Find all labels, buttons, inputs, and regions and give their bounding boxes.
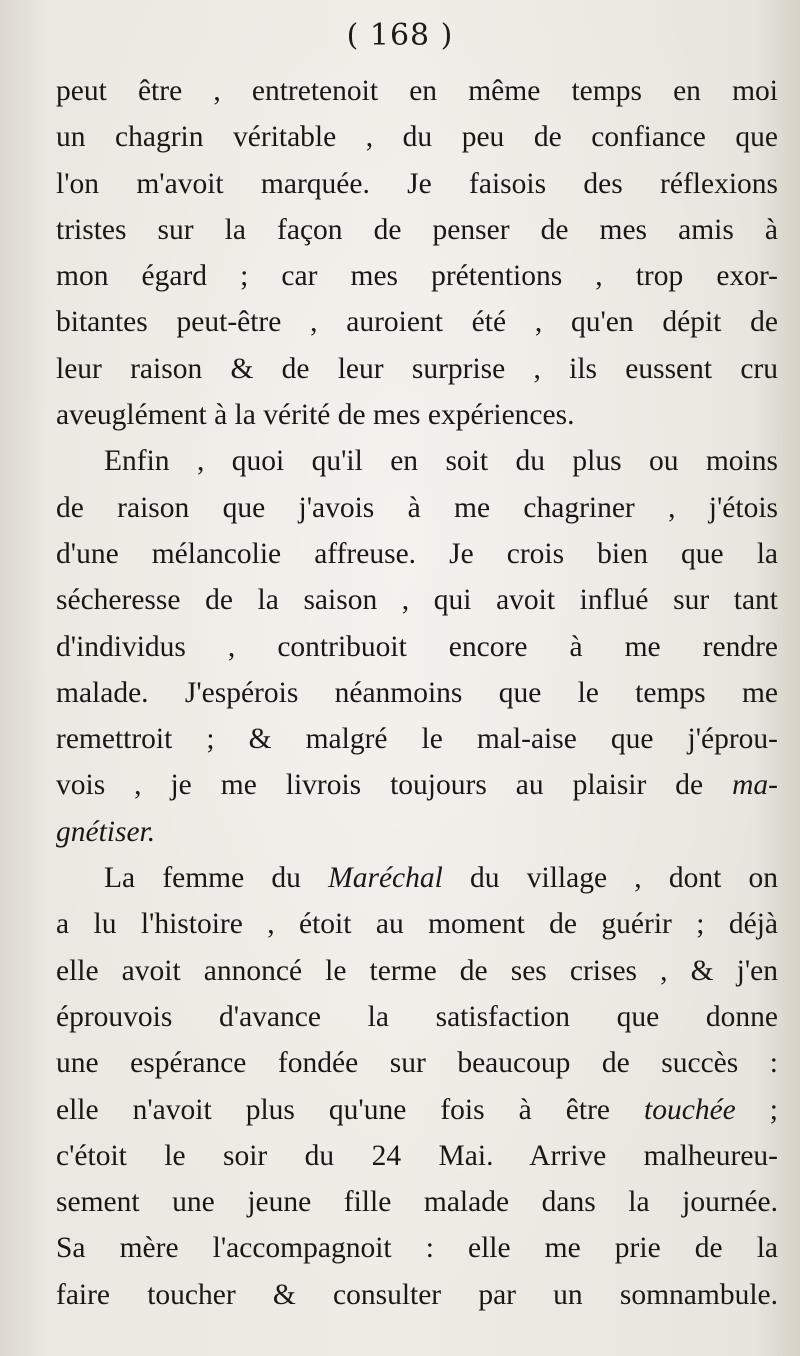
text-line	[56, 855, 778, 901]
text-line	[56, 1087, 778, 1133]
text-line: leur raison & de leur surprise , ils eussent cru	[56, 352, 778, 385]
text-line: d'une mélancolie affreuse. Je crois bien que la	[56, 537, 778, 570]
text-line: malade. J'espérois néanmoins que le temps me	[56, 676, 778, 709]
text-segment: elle n'avoit plus qu'une fois à être	[56, 1093, 645, 1126]
page-number: ( 168 )	[346, 18, 454, 53]
italic-word: Maréchal	[328, 862, 443, 895]
text-segment: vois , je me livrois toujours au plaisir de	[56, 769, 733, 802]
text-segment: ;	[735, 1093, 778, 1126]
text-line: sécheresse de la saison , qui avoit influé sur tant	[56, 584, 778, 617]
text-line: a lu l'histoire , étoit au moment de guérir ; déjà	[56, 908, 778, 941]
text-line: une espérance fondée sur beaucoup de succès :	[56, 1047, 778, 1080]
text-segment: du village , dont on	[442, 862, 778, 895]
text-line	[56, 762, 778, 808]
text-line: bitantes peut-être , auroient été , qu'en dépit de	[56, 306, 778, 339]
text-line: sement une jeune fille malade dans la journée.	[56, 1186, 778, 1219]
text-line: gnétiser.	[56, 815, 156, 848]
text-line: Enfin , quoi qu'il en soit du plus ou moins	[104, 445, 778, 478]
body-text	[56, 68, 778, 1318]
text-line: aveuglément à la vérité de mes expériences.	[56, 399, 575, 432]
text-line: mon égard ; car mes prétentions , trop exor-	[56, 260, 778, 293]
text-line: tristes sur la façon de penser de mes amis à	[56, 213, 778, 246]
text-line: faire toucher & consulter par un somnambule.	[56, 1278, 778, 1311]
text-line: de raison que j'avois à me chagriner , j'étois	[56, 491, 778, 524]
text-line: remettroit ; & malgré le mal-aise que j'éprou-	[56, 723, 778, 756]
text-line: d'individus , contribuoit encore à me rendre	[56, 630, 778, 663]
italic-word: touchée	[644, 1093, 736, 1126]
text-line: un chagrin véritable , du peu de confiance que	[56, 121, 778, 154]
text-line: l'on m'avoit marquée. Je faisois des réflexions	[56, 167, 778, 200]
text-line: éprouvois d'avance la satisfaction que donne	[56, 1000, 778, 1033]
text-line: elle avoit annoncé le terme de ses crises , & j'en	[56, 954, 778, 987]
text-line: c'étoit le soir du 24 Mai. Arrive malheureu-	[56, 1139, 778, 1172]
italic-word: ma-	[732, 769, 778, 802]
text-line: Sa mère l'accompagnoit : elle me prie de la	[56, 1232, 778, 1265]
text-segment: La femme du	[104, 862, 329, 895]
text-line: peut être , entretenoit en même temps en moi	[56, 75, 778, 107]
